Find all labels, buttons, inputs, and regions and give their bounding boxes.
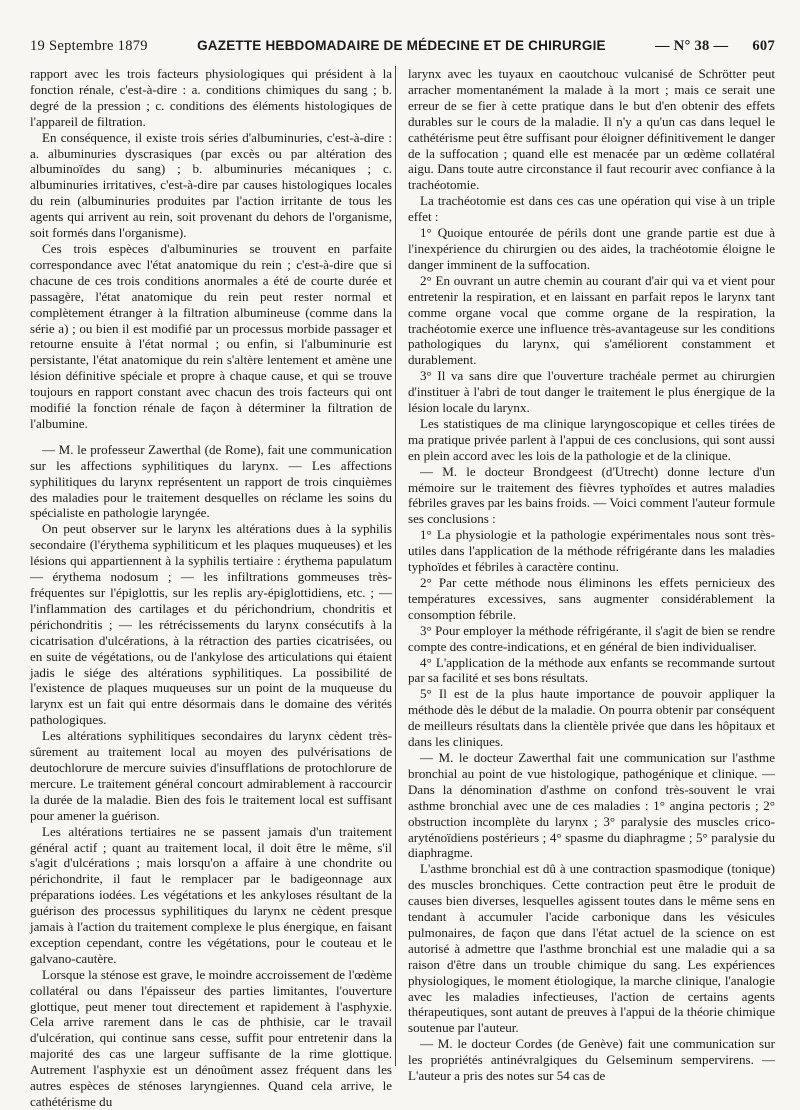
- paragraph: En conséquence, il existe trois séries d'albuminuries, c'est-à-dire : a. albuminuries dyscrasiques (par excès ou par altération des albuminoïdes du sang) ; b. albuminuries mécaniques ; c. albuminuries irritatives, c'est-à-dire par causes histologiques locales du rein (albuminuries produites par l'action irritante de tous les agents qui arrivent au rein, soit provenant du dehors de l'organisme, soit formés dans l'organisme).: [30, 129, 392, 241]
- paragraph: Ces trois espèces d'albuminuries se trouvent en parfaite correspondance avec l'état anatomique du rein ; c'est-à-dire que si chacune de ces trois conditions anormales a été de courte durée et passagère, l'état anatomique du rein peut rester normal et complètement étranger à la filtration albumineuse (comme dans la série a) ; ou bien il est modifié par un processus morbide passager et retourne ensuite à l'état normal ; ou enfin, si l'albuminurie est persistante, l'état anatomique du rein s'altère lentement et amène une lésion définitive spéciale et propre à chaque cause, et qui se trouve toujours en rapport constant avec chacun des trois facteurs qui ont modifié la fonction rénale de façon à déterminer la filtration de l'albumine.: [30, 240, 392, 431]
- paragraph: Les altérations tertiaires ne se passent jamais d'un traitement général actif ; quant au traitement local, il doit être le même, s'il s'agit d'ulcérations ; mais lorsqu'on a affaire à une chondrite ou périchondrite, il faut le remplacer par le badigeonnage aux préparations iodées. Les végétations et les ankyloses résultant de la guérison des processus syphilitiques du larynx ne cèdent presque jamais à l'action du traitement complexe le plus énergique, en faisant exception cependant, contre les végétations, pour le couteau et le galvano-cautère.: [30, 823, 392, 966]
- paragraph: 4° L'application de la méthode aux enfants se recommande surtout par sa facilité et ses bons résultats.: [408, 654, 775, 686]
- paragraph: larynx avec les tuyaux en caoutchouc vulcanisé de Schrötter peut arracher momentanément la malade à la mort ; mais ce serait une erreur de se fier à cette pratique dans le but d'en obtenir des effets durables sur le cours de la maladie. Il n'y a qu'un cas dans lequel le cathétérisme peut être suffisant pour éloigner définitivement le danger de la suffocation ; quand elle est menacée par un œdème collatéral aigu. Dans toute autre circonstance il faut recourir avec confiance à la trachéotomie.: [408, 66, 775, 193]
- paragraph: Les statistiques de ma clinique laryngoscopique et celles tirées de ma pratique privée parlent à l'appui de ces conclusions, qui sont aussi en plein accord avec les lois de la pathologie et de la clinique.: [408, 415, 775, 463]
- paragraph: — M. le docteur Brondgeest (d'Utrecht) donne lecture d'un mémoire sur le traitement des fièvres typhoïdes et autres maladies fébriles graves par les bains froids. — Voici comment l'auteur formule ses conclusions :: [408, 463, 775, 527]
- paragraph: 3° Pour employer la méthode réfrigérante, il s'agit de bien se rendre compte des contre-indications, et en général de bien individualiser.: [408, 622, 775, 654]
- paragraph: 3° Il va sans dire que l'ouverture trachéale permet au chirurgien d'instituer à l'abri de tout danger le traitement le plus énergique de la lésion locale du larynx.: [408, 368, 775, 416]
- header-right: [655, 38, 775, 55]
- page-number: 607: [752, 38, 775, 54]
- page-header: [30, 38, 775, 64]
- paragraph: On peut observer sur le larynx les altérations dues à la syphilis secondaire (l'érythema syphiliticum et les plaques muqueuses) et les lésions qui appartiennent à la syphilis tertiaire : érythema papulatum — érythema nodosum ; — les infiltrations gommeuses très-fréquentes sur l'épiglottis, sur les replis ary-épiglottidiens, etc. ; — l'inflammation des cartilages et du périchondrium, chondritis et périchondritis ; — les rétrécissements du larynx consécutifs à la cicatrisation d'ulcérations, à la rétraction des parties cicatrisées, ou en suite de végétations, ou de l'ankylose des articulations qui étaient jadis le siége des altérations syphilitiques. La possibilité de l'existence de plaques muqueuses sur un point de la muqueuse du larynx est un fait qui entre désormais dans le domaine des vérités pathologiques.: [30, 521, 392, 728]
- paragraph: rapport avec les trois facteurs physiologiques qui président à la fonction rénale, c'est-à-dire : a. conditions chimiques du sang ; b. degré de la pression ; c. conditions des éléments histologiques de l'appareil de filtration.: [30, 66, 392, 129]
- column-divider: [395, 66, 396, 1066]
- paragraph: L'asthme bronchial est dû à une contraction spasmodique (tonique) des muscles bronchiques. Cette contraction peut être le produit de causes bien diverses, lesquelles agissent toutes dans le même sens en tendant à accumuler l'acide carbonique dans les vésicules pulmonaires, de façon que dans l'état actuel de la science on est autorisé à admettre que l'asthme bronchial est une maladie qui a sa raison d'être dans un trouble chimique du sang. Les expériences physiologiques, le moment étiologique, la marche clinique, l'analogie avec les maladies infectieuses, l'action de certains agents thérapeutiques, sont autant de preuves à l'appui de la théorie chimique soutenue par l'auteur.: [408, 861, 775, 1036]
- paragraph: Lorsque la sténose est grave, le moindre accroissement de l'œdème collatéral ou dans l'épaisseur des parties limitantes, l'ouverture glottique, peut mener tout directement et rapidement à l'asphyxie. Cela arrive rarement dans le cas de phthisie, car le travail d'ulcération, qui continue sans cesse, suffit pour entretenir dans la majorité des cas une largeur suffisante de la rime glottique. Autrement l'asphyxie est un dénoûment assez fréquent dans les autres espèces de sténoses laryngiennes. Quand cela arrive, le cathétérisme du: [30, 966, 392, 1109]
- left-column: [30, 66, 392, 1110]
- header-date: 19 Septembre 1879: [30, 38, 148, 54]
- paragraph: 1° La physiologie et la pathologie expérimentales nous sont très-utiles dans l'application de la méthode réfrigérante dans les maladies typhoïdes et fébriles à caractère continu.: [408, 527, 775, 575]
- paragraph: — M. le professeur Zawerthal (de Rome), fait une communication sur les affections syphilitiques du larynx. — Les affections syphilitiques du larynx représentent un rapport de trois cinquièmes des maladies pour le traitement desquelles on réclame les soins du spécialiste en pathologie laryngée.: [30, 441, 392, 521]
- paragraph: 1° Quoique entourée de périls dont une grande partie est due à l'inexpérience du chirurgien ou des aides, la trachéotomie éloigne le danger imminent de la suffocation.: [408, 225, 775, 272]
- right-column: [408, 66, 775, 1084]
- paragraph: La trachéotomie est dans ces cas une opération qui vise à un triple effet :: [408, 193, 775, 225]
- paragraph: 2° Par cette méthode nous éliminons les effets pernicieux des températures excessives, sans augmenter considérablement la consomption fébrile.: [408, 575, 775, 622]
- paragraph: — M. le docteur Cordes (de Genève) fait une communication sur les propriétés antinévralgiques du Gelseminum sempervirens. — L'auteur a pris des notes sur 54 cas de: [408, 1036, 775, 1084]
- paragraph: — M. le docteur Zawerthal fait une communication sur l'asthme bronchial au point de vue histologique, pathogénique et clinique. — Dans la dénomination d'asthme on confond très-souvent le vrai asthme bronchial avec une de ces maladies : 1° angina pectoris ; 2° obstruction incomplète du larynx ; 3° paralysie des muscles crico-aryténoïdiens postérieurs ; 4° spasme du diaphragme ; 5° paralysie du diaphragme.: [408, 749, 775, 861]
- paragraph: 5° Il est de la plus haute importance de pouvoir appliquer la méthode dès le début de la maladie. On pourra obtenir par conséquent de meilleurs résultats dans la clientèle privée que dans les hôpitaux et dans les cliniques.: [408, 686, 775, 750]
- issue-number: — N° 38 —: [654, 38, 729, 54]
- paragraph: 2° En ouvrant un autre chemin au courant d'air qui va et vient pour entretenir la respiration, et en laissant en parfait repos le larynx tant comme organe vocal que comme organe de la respiration, la trachéotomie exerce une influence très-avantageuse sur les conditions pathologiques du larynx, qui s'améliorent constamment et durablement.: [408, 272, 775, 368]
- paragraph: Les altérations syphilitiques secondaires du larynx cèdent très-sûrement au traitement local au moyen des pulvérisations de deutochlorure de mercure suivies d'insufflations de protochlorure de mercure. Le traitement général concourt admirablement à raccourcir la durée de la maladie. Bien des fois le traitement local est suffisant pour amener la guérison.: [30, 728, 392, 823]
- journal-title: GAZETTE HEBDOMADAIRE DE MÉDECINE ET DE CHIRURGIE: [197, 38, 606, 53]
